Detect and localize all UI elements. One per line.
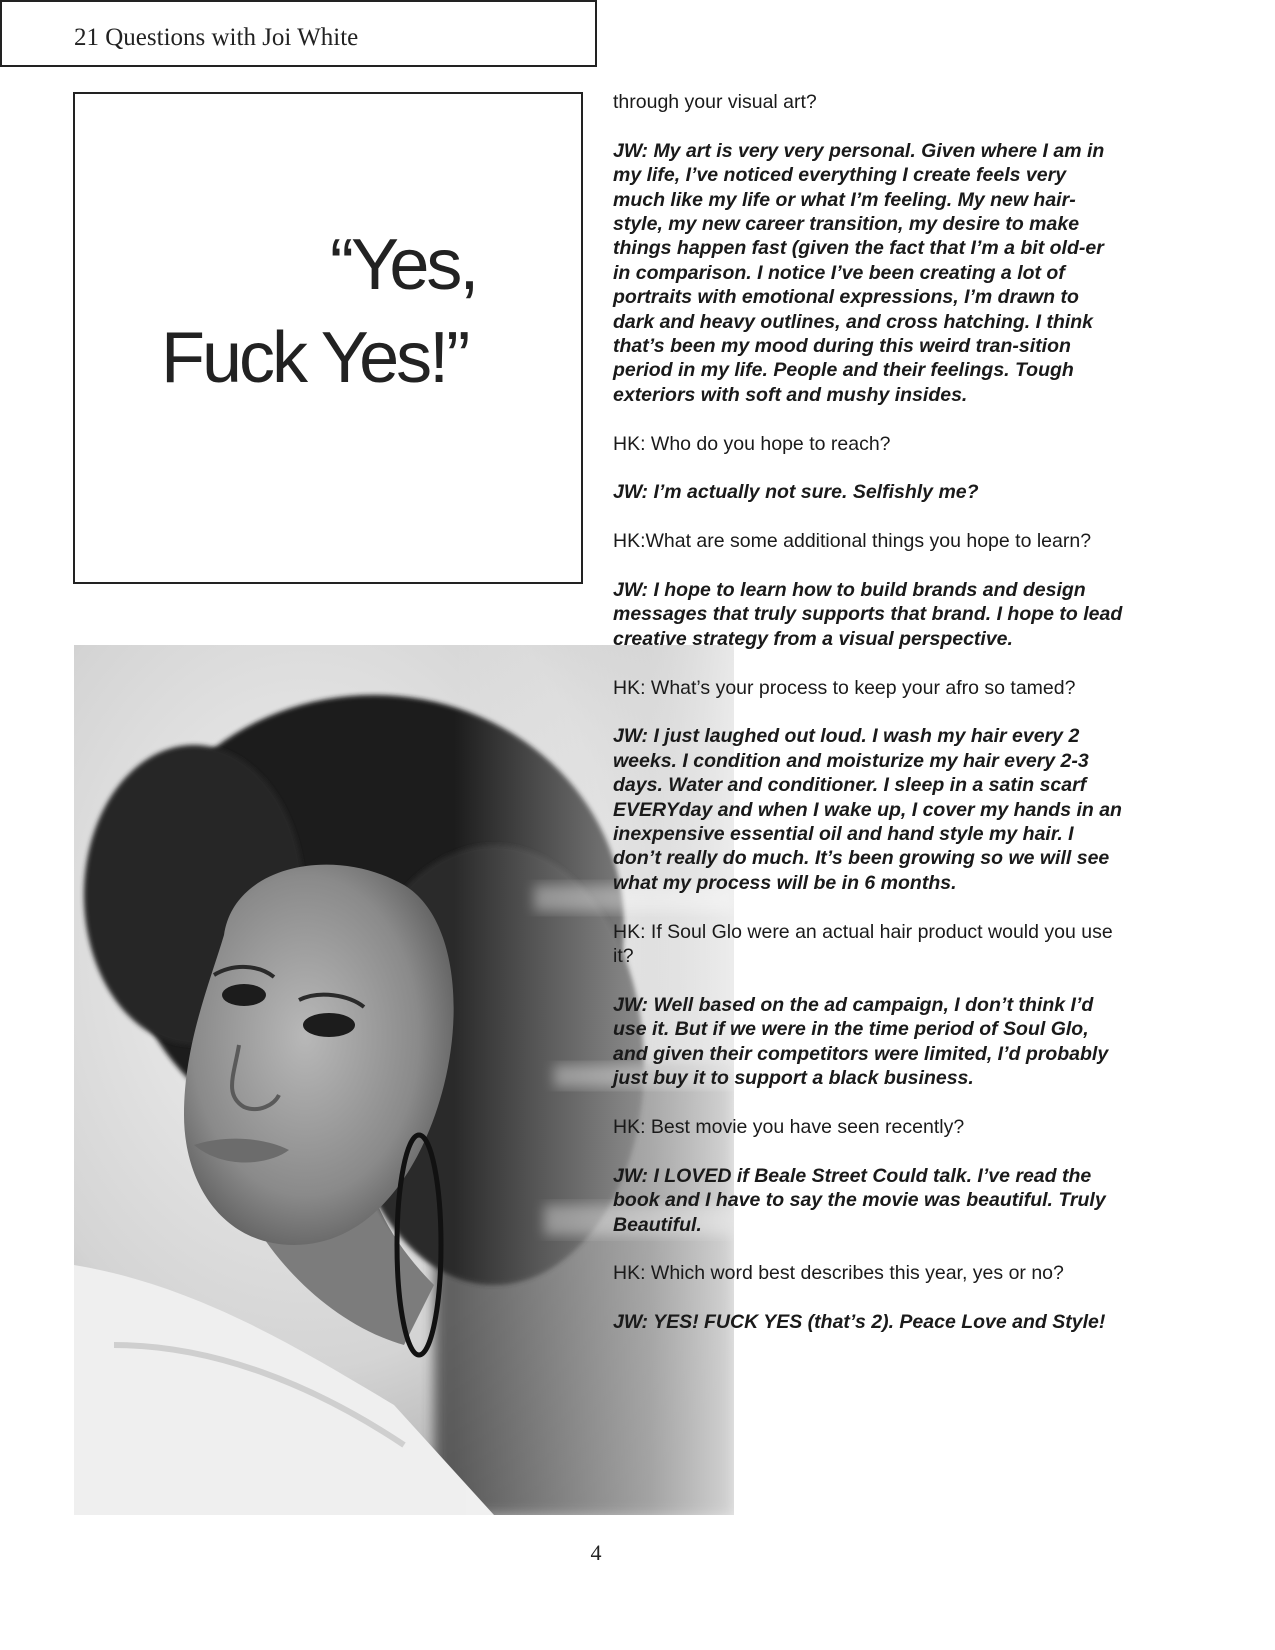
pull-quote-line-2: Fuck Yes!” [161,318,468,398]
answer-paragraph: JW: I just laughed out loud. I wash my hair every 2 weeks. I condition and moisturize my hair every 2-3 days. Water and conditioner. I sleep in a satin scarf EVERYday and when I wake up, I cover my hands in an inexpensive essential oil and hand style my hair. I don’t really do much. It’s been growing so we will see what my process will be in 6 months. [613,725,1122,894]
answer-paragraph: JW: I LOVED if Beale Street Could talk. I’ve read the book and I have to say the movie was beautiful. Truly Beautiful. [613,1164,1106,1236]
question-paragraph: HK: Who do you hope to reach? [613,432,891,455]
answer-paragraph: JW: I hope to learn how to build brands and design messages that truly supports that brand. I hope to lead creative strategy from a visual perspective. [613,579,1123,650]
page-header-title: 21 Questions with Joi White [74,24,359,51]
pull-quote-box [73,92,583,584]
interview-article [613,90,1123,1359]
answer-paragraph: JW: My art is very very personal. Given where I am in my life, I’ve noticed everything I create feels very much like my life or what I’m feeling. My new hair-style, my new career transition, my desire to make things happen fast (given the fact that I’m a bit old-er in comparison. I notice I’ve been creating a lot of portraits with emotional expressions, I’m drawn to dark and heavy outlines, and cross hatching. I think that’s been my mood during this weird tran-sition period in my life. People and their feelings. Tough exteriors with soft and mushy insides. [613,139,1105,406]
question-paragraph: HK: If Soul Glo were an actual hair product would you use it? [613,920,1113,968]
page-number: 4 [590,1540,602,1565]
question-paragraph: through your visual art? [613,91,817,113]
question-paragraph: HK: Which word best describes this year, yes or no? [613,1262,1064,1285]
question-paragraph: HK:What are some additional things you hope to learn? [613,530,1092,553]
question-paragraph: HK: Best movie you have seen recently? [613,1115,965,1138]
answer-paragraph: JW: YES! FUCK YES (that’s 2). Peace Love and Style! [613,1311,1106,1334]
question-paragraph: HK: What’s your process to keep your afro so tamed? [613,676,1076,699]
answer-paragraph: JW: I’m actually not sure. Selfishly me? [613,481,979,504]
pull-quote-line-1: “Yes, [330,225,477,305]
answer-paragraph: JW: Well based on the ad campaign, I don’t think I’d use it. But if we were in the time period of Soul Glo, and given their competitors were limited, I’d probably just buy it to support a black business. [613,993,1109,1090]
